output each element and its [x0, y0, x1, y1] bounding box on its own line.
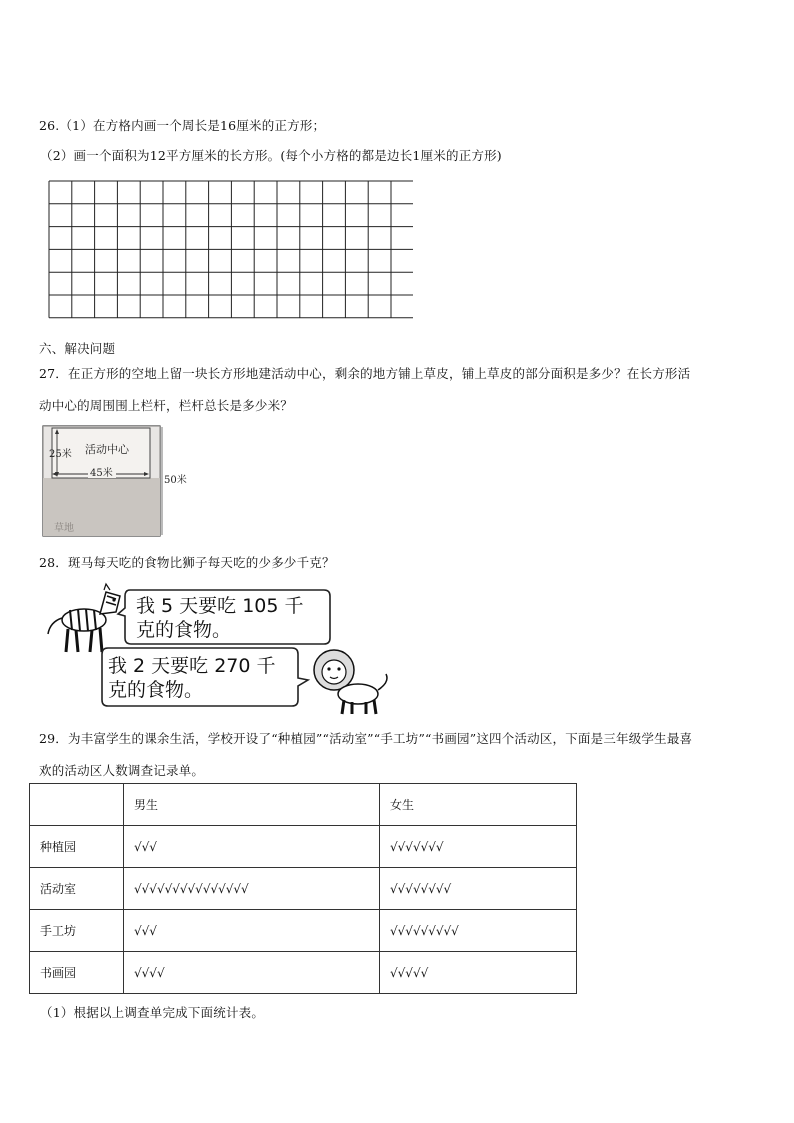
label-height: 25米	[49, 449, 72, 460]
label-grass: 草地	[54, 523, 74, 534]
row-boys: √√√√	[124, 952, 380, 994]
row-girls: √√√√√√√	[380, 826, 577, 868]
lion-icon	[314, 650, 387, 714]
table-row	[30, 910, 577, 952]
q26-line2: （2）画一个面积为12平方厘米的长方形。(每个小方格的都是边长1厘米的正方形)	[40, 148, 502, 163]
lion-bubble-line2: 克的食物。	[108, 679, 204, 701]
square-grid	[48, 180, 413, 325]
survey-table	[29, 783, 577, 994]
label-side: 50米	[164, 475, 187, 486]
label-activity-center: 活动中心	[85, 443, 129, 456]
q27-line2: 动中心的周围围上栏杆，栏杆总长是多少米？	[39, 398, 294, 413]
row-name: 活动室	[30, 868, 124, 910]
table-row	[30, 826, 577, 868]
table-header-row	[30, 784, 577, 826]
table-row	[30, 952, 577, 994]
zebra-bubble-line1: 我 5 天要吃 105 千	[136, 595, 304, 617]
row-name: 种植园	[30, 826, 124, 868]
header-cell-boys: 男生	[124, 784, 380, 826]
q29-line2: 欢的活动区人数调查记录单。	[39, 763, 205, 778]
header-cell-girls: 女生	[380, 784, 577, 826]
row-girls: √√√√√√√√√	[380, 910, 577, 952]
table-row	[30, 868, 577, 910]
activity-center-figure	[40, 423, 200, 541]
q26-line1: 26.（1）在方格内画一个周长是16厘米的正方形；	[39, 118, 326, 133]
row-name: 书画园	[30, 952, 124, 994]
row-girls: √√√√√	[380, 952, 577, 994]
row-boys: √√√	[124, 910, 380, 952]
row-name: 手工坊	[30, 910, 124, 952]
lion-bubble-line1: 我 2 天要吃 270 千	[108, 655, 276, 677]
row-boys: √√√	[124, 826, 380, 868]
q29-line1: 29．为丰富学生的课余生活，学校开设了“种植园”“活动室”“手工坊”“书画园”这四个活动区，下面是三年级学生最喜	[39, 731, 693, 746]
q29-sub1: （1）根据以上调查单完成下面统计表。	[40, 1005, 265, 1020]
zebra-icon	[48, 584, 120, 652]
q28-line1: 28．斑马每天吃的食物比狮子每天吃的少多少千克？	[39, 555, 335, 570]
row-girls: √√√√√√√√	[380, 868, 577, 910]
zebra-bubble-line2: 克的食物。	[136, 619, 232, 641]
q27-line1: 27．在正方形的空地上留一块长方形地建活动中心，剩余的地方铺上草皮，铺上草皮的部分面积是多少？在长方形活	[39, 366, 691, 381]
row-boys: √√√√√√√√√√√√√√√	[124, 868, 380, 910]
header-cell	[30, 784, 124, 826]
section-title: 六、解决问题	[39, 341, 116, 356]
label-width: 45米	[90, 468, 113, 479]
zebra-lion-figure	[40, 582, 400, 722]
